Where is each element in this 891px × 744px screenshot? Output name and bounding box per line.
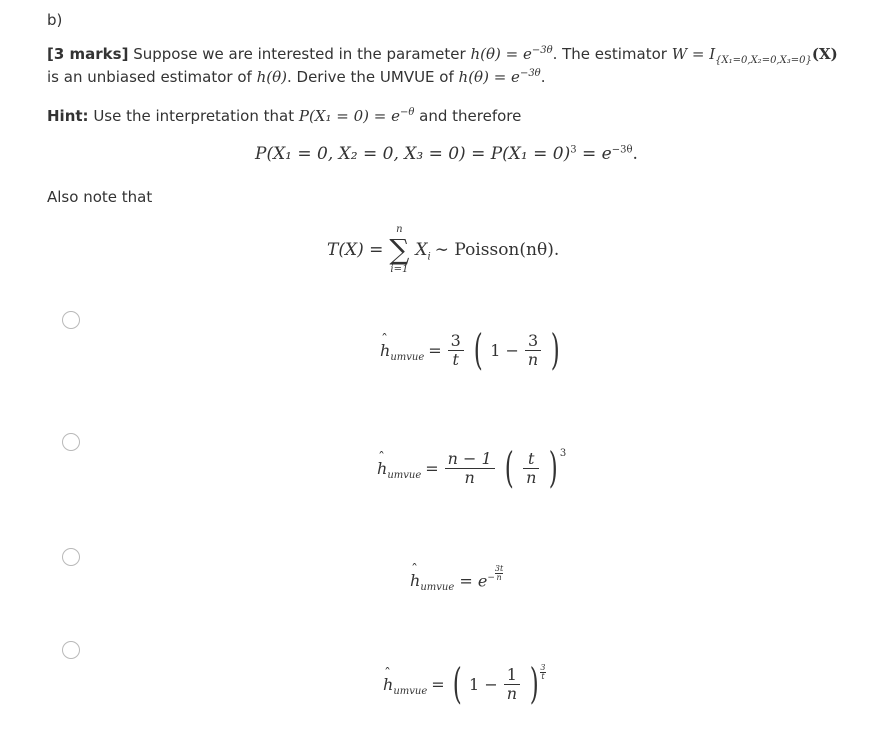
question-line-2: is an unbiased estimator of h(θ). Derive the UMVUE of $h(\theta) = e^{-3\theta}$. [47,68,546,86]
option-2-formula: ˆ $h_{umvue}$ = $\frac{n - 1}{n}$ ( $\frac{t}{n}$ ) $^3$ [377,448,566,488]
also-note-text: Also note that [47,188,153,206]
question-line-1 [47,45,838,66]
estimator-expr: $W = I_{\{X_1=0,X_2=0,X_3=0\}}(X)$ [671,45,838,66]
part-label: b) [47,11,63,29]
question-mid: . The estimator [552,45,667,63]
option-3-radio[interactable] [62,548,80,566]
statistic-equation: T(X) = n ∑ i=1 $X_i$ ∼ Poisson(nθ). [327,224,560,275]
hint-line: Hint: Use the interpretation that $P(X_1 = 0) = e^{-\theta}$ and therefore [47,107,522,125]
hint-label: Hint: [47,107,89,125]
summation: n ∑ i=1 [389,224,410,275]
option-2-radio[interactable] [62,433,80,451]
option-3-formula: ˆ $h_{umvue} = e^-$ $\frac{3t}{n}$ [410,565,503,590]
option-4-formula: ˆ $h_{umvue}$ = ( 1 − $\frac{1}{n}$ ) 3 t [383,664,546,704]
option-1-formula: ˆ $h_{umvue}$ = $\frac{3}{t}$ ( 1 − $\frac{3}{n}$ ) [380,330,564,370]
question-intro: Suppose we are interested in the parameter [133,45,466,63]
option-1-radio[interactable] [62,311,80,329]
hint-display-equation: P(X₁ = 0, X₂ = 0, $X_3 = 0) = P(X_1 = 0)^3 = e^{-3\theta}$. [255,144,638,164]
sigma-icon: ∑ [389,233,410,266]
marks-label: [3 marks] [47,45,129,63]
option-4-radio[interactable] [62,641,80,659]
param-expr: $h(\theta) = e^{-3\theta}$ [470,45,553,63]
